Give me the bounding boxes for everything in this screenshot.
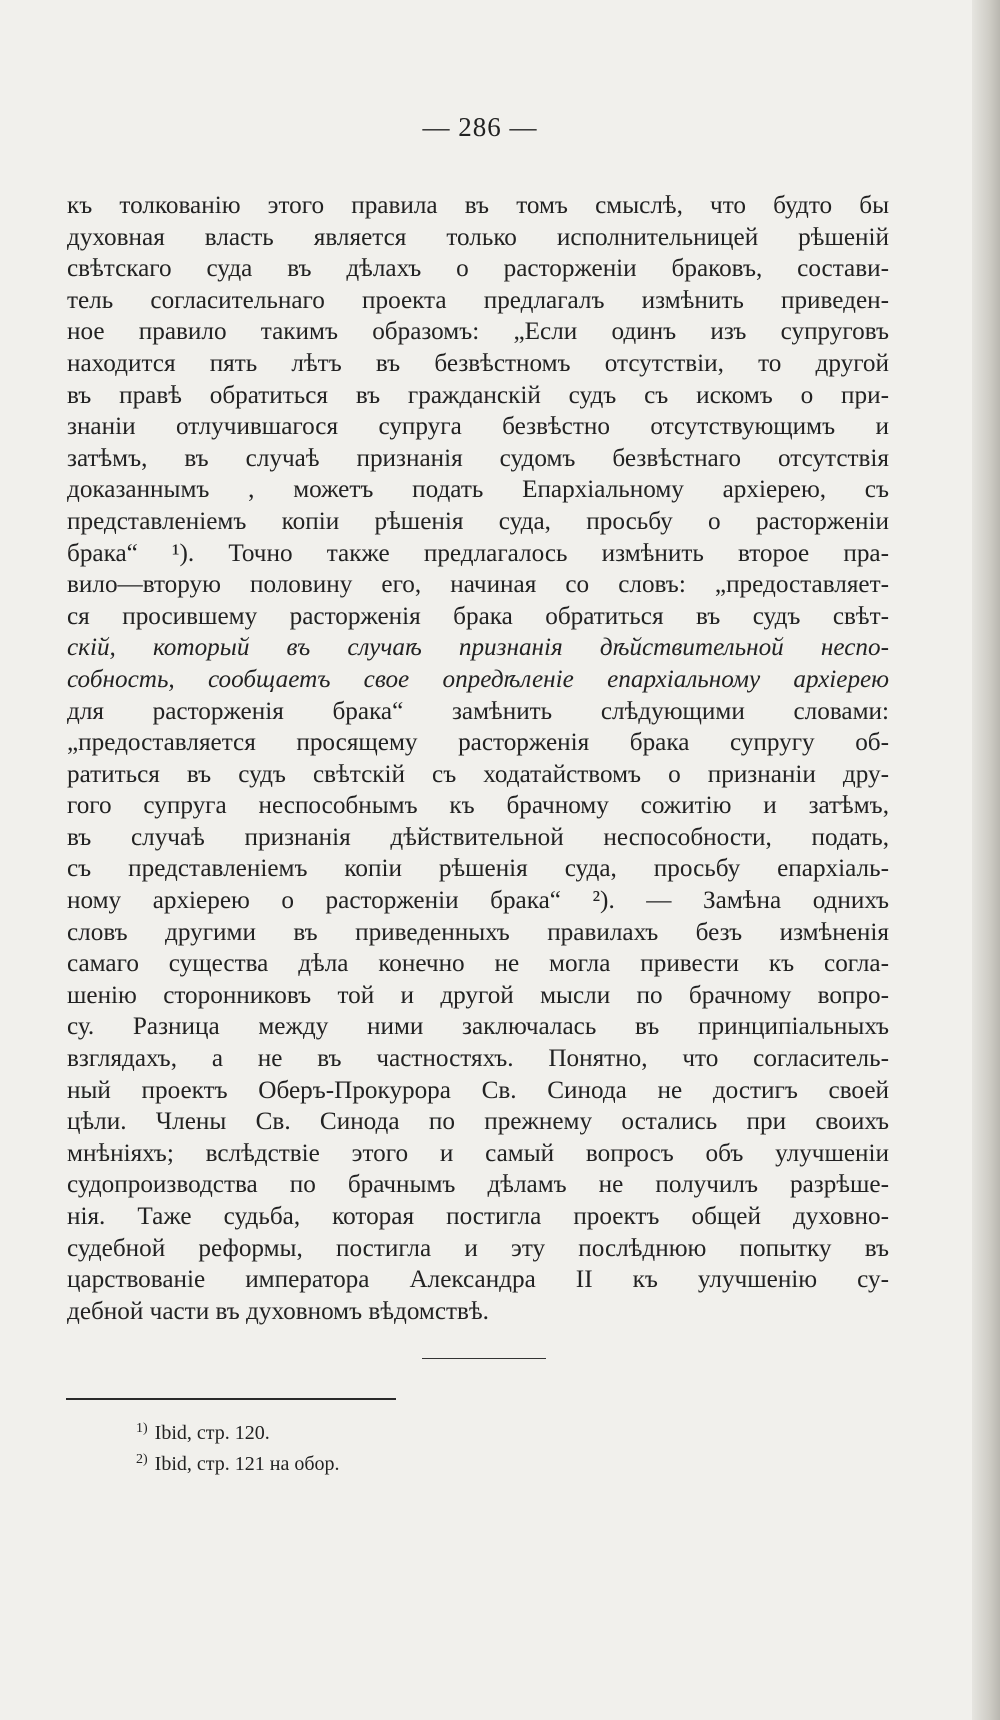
text-line: свѣтскаго суда въ дѣлахъ о расторженіи браковъ, состави- — [67, 255, 889, 283]
text-line: доказаннымъ , можетъ подать Епархіальному архіерею, съ — [67, 476, 889, 504]
text-line: царствованіе императора Александра II къ улучшенію су- — [67, 1266, 889, 1294]
text-line: нія. Таже судьба, которая постигла проектъ общей духовно- — [67, 1203, 889, 1230]
section-end-rule — [422, 1358, 546, 1359]
page-edge-shadow — [972, 0, 1000, 1720]
footnote-1 — [136, 1418, 340, 1449]
footnote-mark: 1) — [136, 1421, 148, 1436]
text-line-italic: скій, который въ случаѣ признанія дѣйствительной неспо- — [67, 634, 889, 662]
text-line: судопроизводства по брачнымъ дѣламъ не получилъ разрѣше- — [67, 1171, 889, 1199]
text-line: къ толкованію этого правила въ томъ смыслѣ, что будто бы — [67, 192, 889, 219]
footnote-mark: 2) — [136, 1452, 148, 1467]
text-line: съ представленіемъ копіи рѣшенія суда, просьбу епархіаль- — [67, 855, 889, 883]
footnote-text: Ibid, стр. 120. — [154, 1422, 270, 1444]
text-line: цѣли. Члены Св. Синода по прежнему остались при своихъ — [67, 1108, 889, 1136]
text-line-italic: собность, сообщаетъ свое опредѣленіе епархіальному архіерею — [67, 665, 889, 693]
text-line: ся просившему расторженія брака обратиться въ судъ свѣт- — [67, 602, 889, 630]
text-line: тель согласительнаго проекта предлагалъ измѣнить приведен- — [67, 286, 889, 314]
text-line: затѣмъ, въ случаѣ признанія судомъ безвѣстнаго отсутствія — [67, 444, 889, 472]
text-line: въ случаѣ признанія дѣйствительной неспособности, подать, — [67, 823, 889, 851]
page-number: — 286 — — [422, 112, 538, 142]
text-line: вило—вторую половину его, начиная со словъ: „предоставляет- — [67, 571, 889, 599]
text-line: мнѣніяхъ; вслѣдствіе этого и самый вопросъ объ улучшеніи — [67, 1139, 889, 1167]
text-line: ное правило такимъ образомъ: „Если одинъ изъ супруговъ — [67, 318, 889, 346]
text-line: ному архіерею о расторженіи брака“ ²). — Замѣна однихъ — [67, 887, 889, 915]
footnote-separator — [66, 1398, 396, 1400]
text-line: духовная власть является только исполнительницей рѣшеній — [67, 223, 889, 251]
footnote-2 — [136, 1449, 340, 1480]
text-line: „предоставляется просящему расторженія брака супругу об- — [67, 729, 889, 757]
text-line: гого супруга неспособнымъ къ брачному сожитію и затѣмъ, — [67, 792, 889, 820]
footnote-text: Ibid, стр. 121 на обор. — [154, 1453, 340, 1475]
text-line: словъ другими въ приведенныхъ правилахъ безъ измѣненія — [67, 918, 889, 946]
text-line: брака“ ¹). Точно также предлагалось измѣнить второе пра- — [67, 539, 889, 567]
text-line: самаго существа дѣла конечно не могла привести къ согла- — [67, 950, 889, 978]
text-line: шенію сторонниковъ той и другой мысли по брачному вопро- — [67, 981, 889, 1009]
body-text — [67, 190, 889, 1327]
footnotes — [136, 1418, 340, 1480]
text-line-final: дебной части въ духовномъ вѣдомствѣ. — [67, 1297, 489, 1325]
text-line: въ правѣ обратиться въ гражданскій судъ съ искомъ о при- — [67, 381, 889, 409]
text-line: ратиться въ судъ свѣтскій съ ходатайствомъ о признаніи дру- — [67, 760, 889, 788]
text-line: ный проектъ Оберъ-Прокурора Св. Синода не достигъ своей — [67, 1076, 889, 1104]
text-line: судебной реформы, постигла и эту послѣднюю попытку въ — [67, 1234, 889, 1262]
text-line: для расторженія брака“ замѣнить слѣдующими словами: — [67, 697, 889, 725]
text-line: находится пять лѣтъ въ безвѣстномъ отсутствіи, то другой — [67, 349, 889, 377]
text-line: су. Разница между ними заключалась въ принципіальныхъ — [67, 1013, 889, 1041]
text-line: взглядахъ, а не въ частностяхъ. Понятно, что согласитель- — [67, 1045, 889, 1073]
text-line: знаніи отлучившагося супруга безвѣстно отсутствующимъ и — [67, 413, 889, 441]
text-line: представленіемъ копіи рѣшенія суда, просьбу о расторженіи — [67, 507, 889, 535]
